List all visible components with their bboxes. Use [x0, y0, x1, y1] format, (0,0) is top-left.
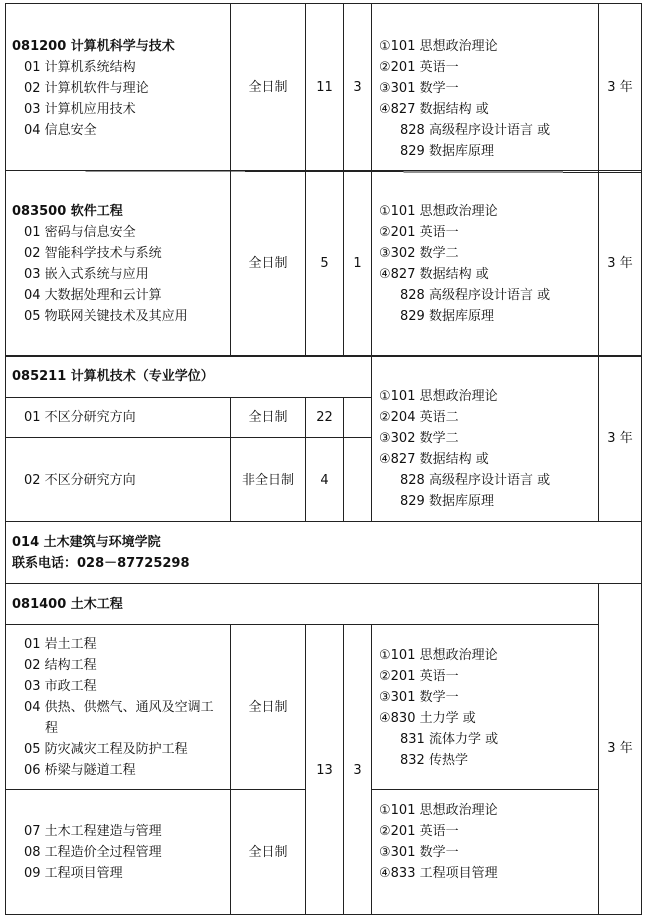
direction-item: 01 岩土工程 [24, 637, 97, 652]
study-years: 3 年 [607, 256, 633, 271]
exam-item: ②201 英语一 [379, 60, 459, 75]
study-mode: 全日制 [248, 80, 288, 95]
direction-item: 06 桥梁与隧道工程 [24, 763, 136, 778]
exam-item: ②201 英语一 [379, 669, 459, 684]
direction-item: 02 计算机软件与理论 [24, 81, 149, 96]
exempt-quota: 3 [353, 763, 362, 778]
exam-list-081400-b [379, 800, 498, 884]
direction-item: 07 土木工程建造与管理 [24, 824, 162, 839]
quota: 4 [320, 473, 329, 488]
exam-list-085211 [379, 386, 550, 512]
direction-item: 09 工程项目管理 [24, 866, 123, 881]
direction-item: 03 嵌入式系统与应用 [24, 267, 149, 282]
program-heading-081400: 081400 土木工程 [12, 597, 123, 612]
quota: 5 [320, 256, 329, 271]
study-mode: 全日制 [248, 845, 288, 860]
exam-list-081200 [379, 36, 550, 162]
direction-item: 08 工程造价全过程管理 [24, 845, 162, 860]
study-mode: 非全日制 [241, 473, 294, 488]
study-mode: 全日制 [248, 410, 288, 425]
exam-item: ③301 数学一 [379, 690, 459, 705]
exam-item: 828 高级程序设计语言 或 [400, 473, 551, 488]
exam-item: ②201 英语一 [379, 225, 459, 240]
program-heading-081200: 081200 计算机科学与技术 [12, 39, 175, 54]
exam-item: ④833 工程项目管理 [379, 866, 498, 881]
study-years: 3 年 [607, 431, 633, 446]
exempt-quota: 3 [353, 80, 362, 95]
exam-list-083500 [379, 201, 550, 327]
exam-item: ④830 土力学 或 [379, 711, 476, 726]
direction-item: 05 物联网关键技术及其应用 [24, 309, 188, 324]
exam-item: ②204 英语二 [379, 410, 459, 425]
direction-item: 03 市政工程 [24, 679, 97, 694]
college-name: 014 土木建筑与环境学院 [12, 535, 161, 550]
direction-list-081400-b [12, 821, 162, 884]
exam-item: 829 数据库原理 [400, 144, 494, 159]
exam-item: ①101 思想政治理论 [379, 204, 498, 219]
quota: 11 [316, 80, 333, 95]
exam-item: 828 高级程序设计语言 或 [400, 123, 551, 138]
direction-item: 04 大数据处理和云计算 [24, 288, 162, 303]
exam-item: 831 流体力学 或 [400, 732, 499, 747]
exam-item: ④827 数据结构 或 [379, 452, 489, 467]
direction-item: 04 信息安全 [24, 123, 97, 138]
exam-item: ①101 思想政治理论 [379, 803, 498, 818]
exam-item: ②201 英语一 [379, 824, 459, 839]
quota: 13 [316, 763, 333, 778]
study-mode: 全日制 [248, 700, 288, 715]
direction-item: 04 供热、供燃气、通风及空调工 [24, 700, 214, 715]
direction-item: 02 不区分研究方向 [24, 473, 136, 488]
exam-item: ③301 数学一 [379, 81, 459, 96]
program-heading-085211: 085211 计算机技术（专业学位） [12, 369, 214, 384]
exam-item: ①101 思想政治理论 [379, 648, 498, 663]
exam-item: ①101 思想政治理论 [379, 389, 498, 404]
exam-item: ③302 数学二 [379, 431, 459, 446]
direction-item: 02 结构工程 [24, 658, 97, 673]
study-mode: 全日制 [248, 256, 288, 271]
program-heading-083500: 083500 软件工程 [12, 204, 123, 219]
exam-item: ①101 思想政治理论 [379, 39, 498, 54]
direction-item-cont: 程 [45, 721, 59, 736]
exam-item: 829 数据库原理 [400, 494, 494, 509]
exam-item: ④827 数据结构 或 [379, 267, 489, 282]
exam-item: ④827 数据结构 或 [379, 102, 489, 117]
direction-item: 05 防灾减灾工程及防护工程 [24, 742, 188, 757]
college-phone: 联系电话：028－87725298 [12, 556, 190, 571]
exam-item: 832 传热学 [400, 753, 468, 768]
direction-item: 01 密码与信息安全 [24, 225, 136, 240]
study-years: 3 年 [607, 80, 633, 95]
direction-list-081200 [12, 57, 149, 141]
exempt-quota: 1 [353, 256, 362, 271]
exam-item: ③302 数学二 [379, 246, 459, 261]
exam-list-081400-a [379, 645, 498, 771]
direction-item: 01 计算机系统结构 [24, 60, 136, 75]
direction-list-081400-a [12, 634, 214, 781]
direction-list-083500 [12, 222, 188, 327]
exam-item: 828 高级程序设计语言 或 [400, 288, 551, 303]
quota: 22 [316, 410, 333, 425]
direction-item: 02 智能科学技术与系统 [24, 246, 162, 261]
study-years: 3 年 [607, 741, 633, 756]
exam-item: 829 数据库原理 [400, 309, 494, 324]
direction-item: 01 不区分研究方向 [24, 410, 136, 425]
exam-item: ③301 数学一 [379, 845, 459, 860]
direction-item: 03 计算机应用技术 [24, 102, 136, 117]
